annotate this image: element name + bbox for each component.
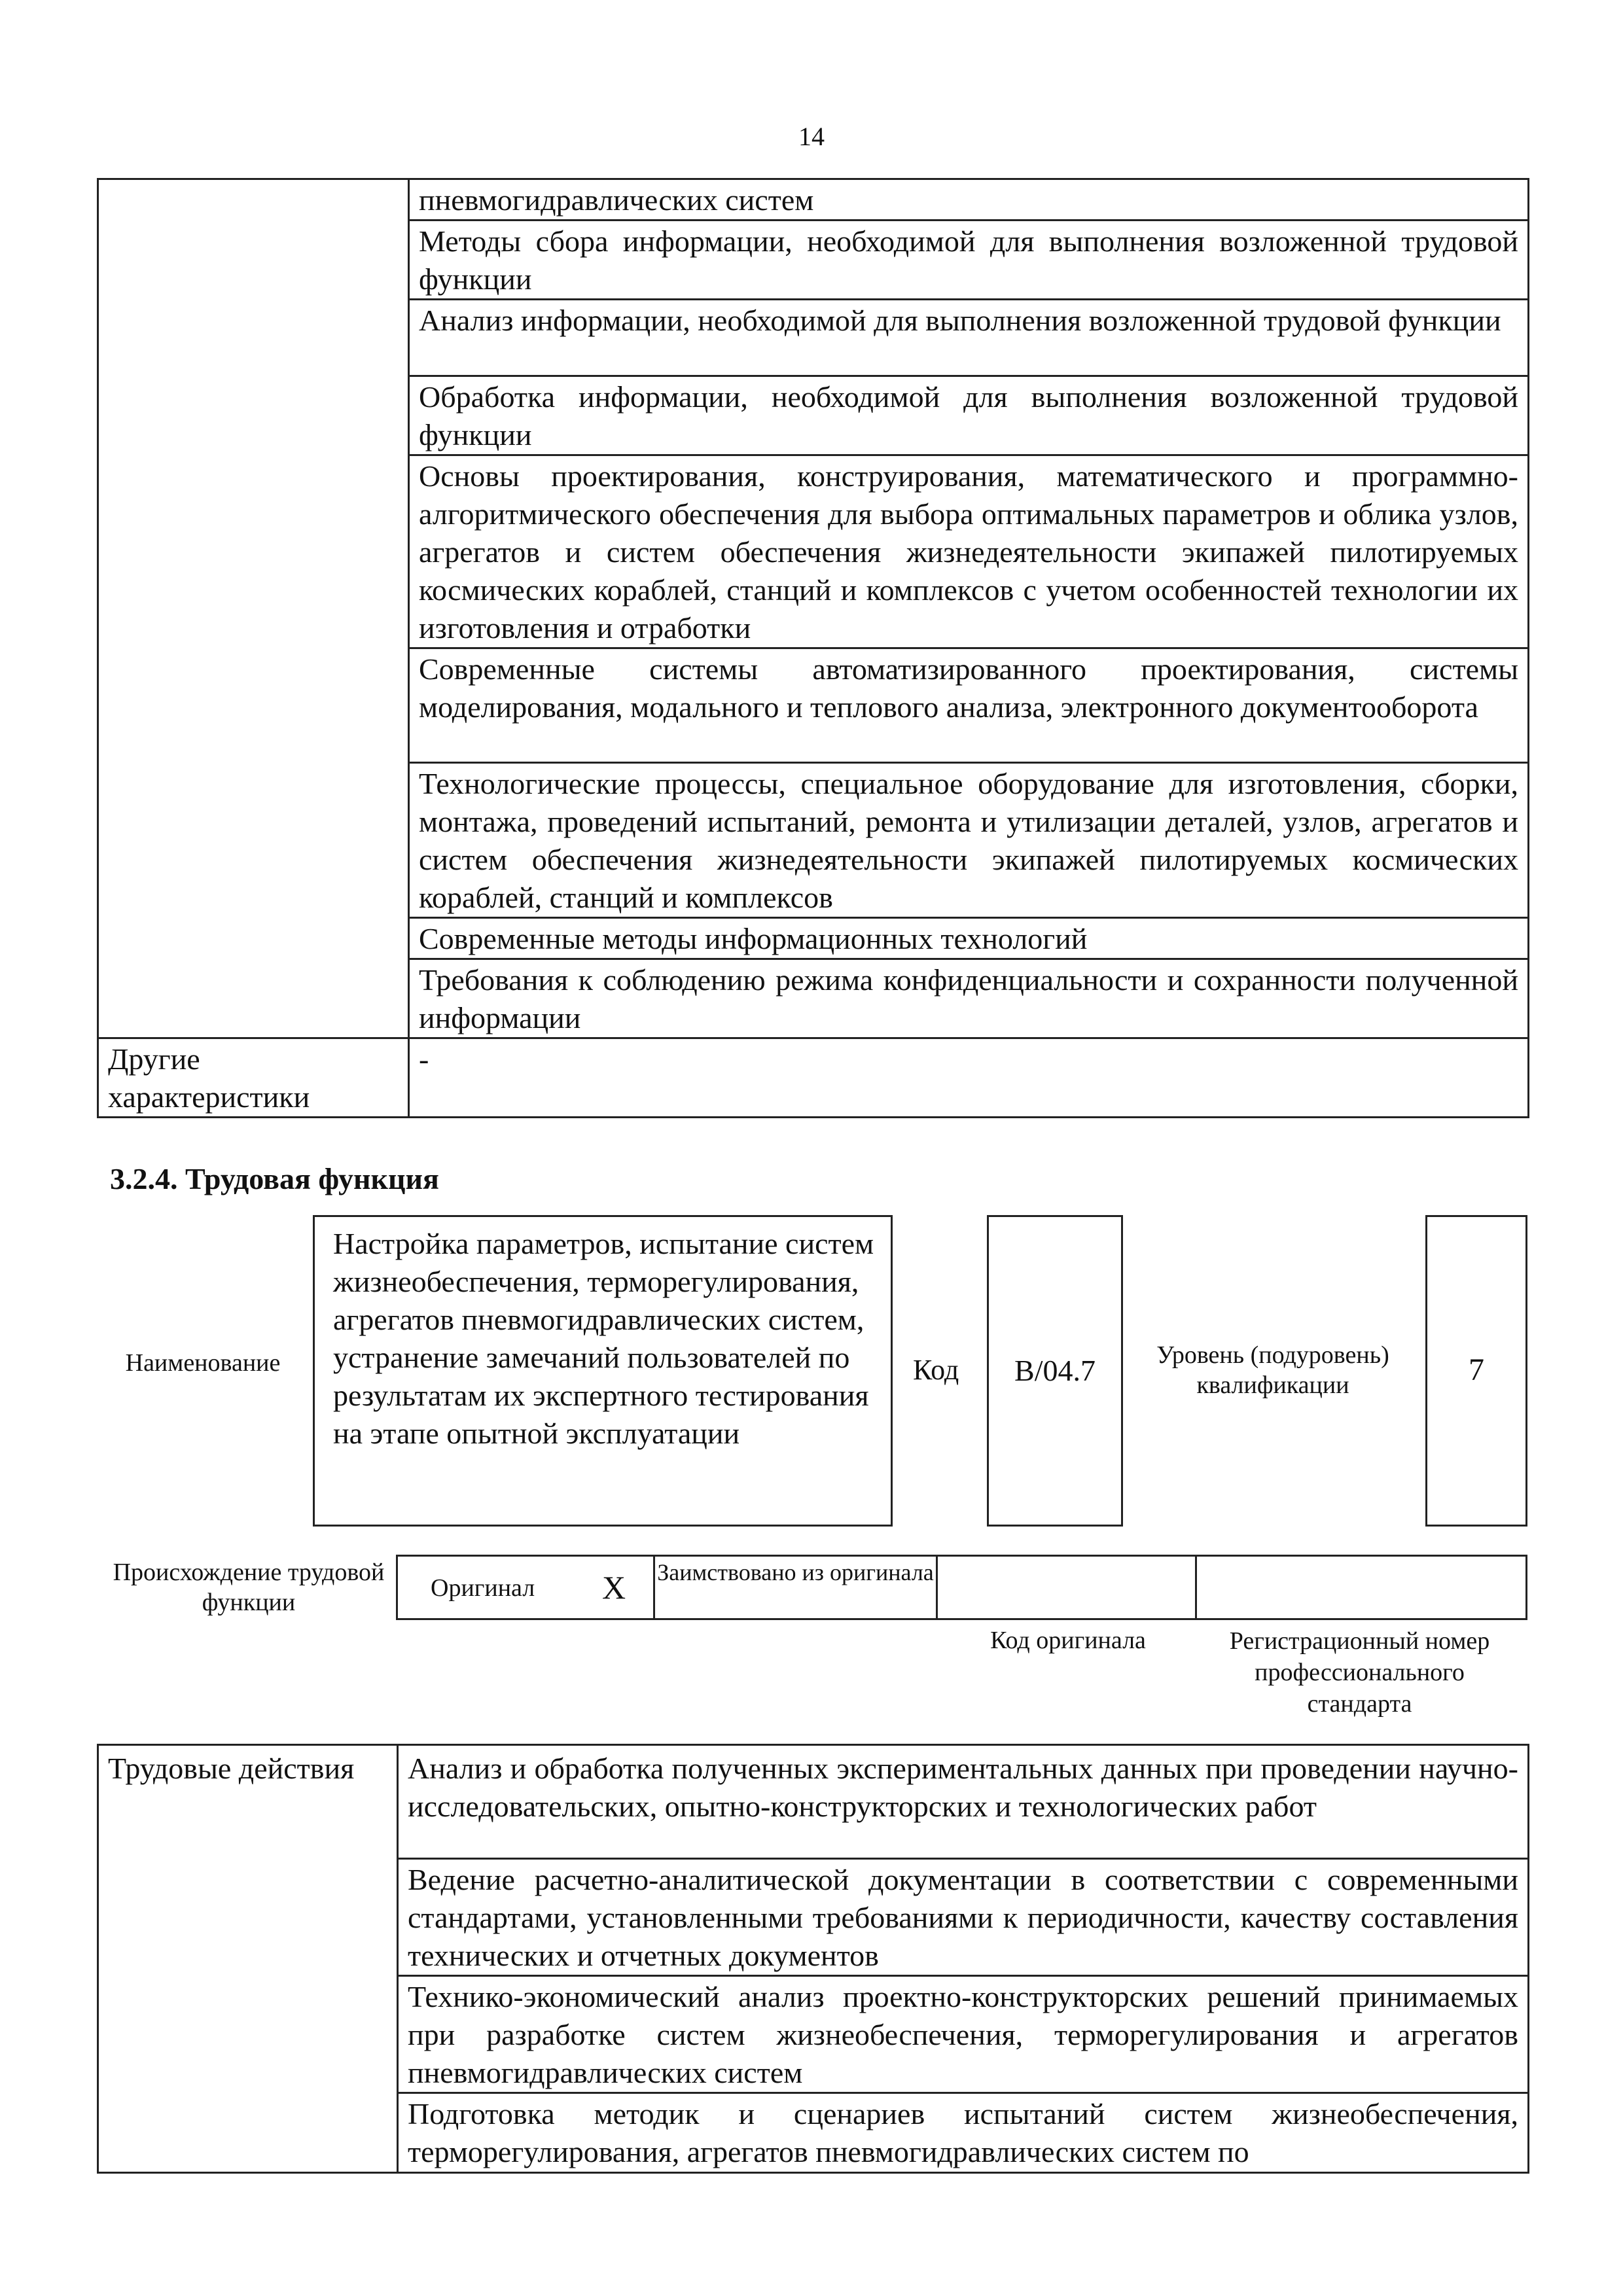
knowledge-label-cell — [98, 179, 409, 1038]
code-value-box — [987, 1215, 1123, 1527]
reg-number-label: Регистрационный номер профессионального стандарта — [1229, 1627, 1490, 1718]
knowledge-item: Основы проектирования, конструирования, математического и программно-алгоритмического обеспечения для выбора оптимальных параметров и облика узлов, агрегатов и систем обеспечения жизнедеятельности экипажей пилотируемых космических кораблей, станций и комплексов с учетом особенностей технологии их изготовления и отработки — [409, 455, 1529, 648]
action-item: Подготовка методик и сценариев испытаний систем жизнеобеспечения, терморегулирования, агрегатов пневмогидравлических систем по — [398, 2093, 1529, 2173]
code-label: Код — [913, 1354, 959, 1386]
code-value: B/04.7 — [1014, 1354, 1096, 1387]
original-label: Оригинал — [431, 1574, 535, 1602]
actions-table — [97, 1744, 1529, 2174]
action-item: Технико-экономический анализ проектно-конструкторских решений принимаемых при разработке систем жизнеобеспечения, терморегулирования и агрегатов пневмогидравлических систем — [398, 1976, 1529, 2093]
divider — [936, 1557, 938, 1618]
level-label: Уровень (подуровень) квалификации — [1156, 1341, 1389, 1399]
knowledge-item: Современные методы информационных технологий — [409, 918, 1529, 959]
knowledge-item: Методы сбора информации, необходимой для выполнения возложенной трудовой функции — [409, 221, 1529, 300]
origin-row — [396, 1555, 1527, 1620]
original-mark: X — [602, 1569, 626, 1606]
actions-label: Трудовые действия — [98, 1745, 398, 2173]
knowledge-item: Требования к соблюдению режима конфиденциальности и сохранности полученной информации — [409, 959, 1529, 1038]
code-original-label: Код оригинала — [990, 1627, 1146, 1654]
action-item: Анализ и обработка полученных экспериментальных данных при проведении научно-исследовательских, опытно-конструкторских и технологических работ — [398, 1745, 1529, 1859]
other-characteristics-label: Другие характеристики — [98, 1038, 409, 1118]
other-characteristics-value: - — [409, 1038, 1529, 1118]
knowledge-item: Современные системы автоматизированного проектирования, системы моделирования, модального и теплового анализа, электронного документооборота — [409, 648, 1529, 763]
name-value: Настройка параметров, испытание систем жизнеобеспечения, терморегулирования, агрегатов пневмогидравлических систем, устранение замечаний пользователей по результатам их экспертного тестирования на этапе опытной эксплуатации — [333, 1227, 874, 1450]
divider — [1195, 1557, 1197, 1618]
knowledge-item: пневмогидравлических систем — [409, 179, 1529, 221]
level-value-box — [1425, 1215, 1527, 1527]
knowledge-item: Технологические процессы, специальное оборудование для изготовления, сборки, монтажа, проведений испытаний, ремонта и утилизации деталей, узлов, агрегатов и систем обеспечения жизнедеятельности экипажей пилотируемых космических кораблей, станций и комплексов — [409, 763, 1529, 918]
section-title: 3.2.4. Трудовая функция — [110, 1162, 439, 1195]
level-value: 7 — [1469, 1352, 1484, 1387]
knowledge-item: Анализ информации, необходимой для выполнения возложенной трудовой функции — [409, 300, 1529, 376]
name-value-box — [313, 1215, 893, 1527]
page-number: 14 — [798, 122, 825, 151]
knowledge-item: Обработка информации, необходимой для выполнения возложенной трудовой функции — [409, 376, 1529, 455]
origin-label: Происхождение трудовой функции — [113, 1559, 385, 1616]
action-item: Ведение расчетно-аналитической документации в соответствии с современными стандартами, установленными требованиями к периодичности, качеству составления технических и отчетных документов — [398, 1859, 1529, 1976]
name-label: Наименование — [125, 1349, 281, 1377]
borrowed-label: Заимствовано из оригинала — [657, 1559, 934, 1585]
knowledge-table — [97, 178, 1529, 1118]
divider — [653, 1557, 655, 1618]
